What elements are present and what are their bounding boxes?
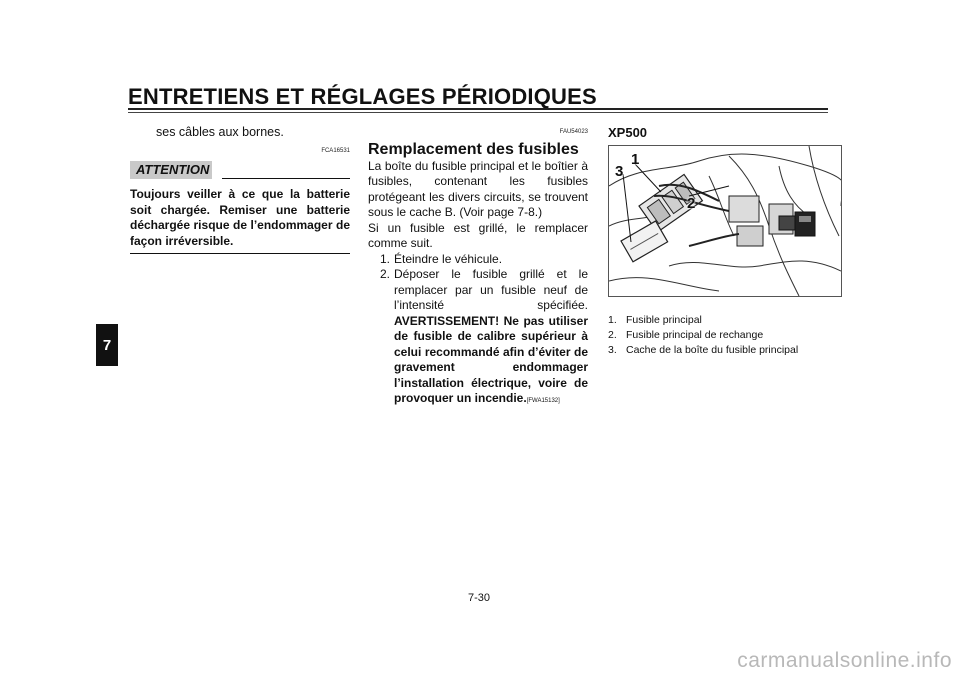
header-rule-thin [128,112,828,113]
attention-header [130,161,350,181]
step-instruction: Déposer le fusible grillé et le remplacer par un fusible neuf de l’intensité spécifiée. [394,267,588,312]
step-number: 2. [379,267,390,281]
reference-code: FAU54023 [559,129,588,135]
step-item [368,267,588,410]
column-middle [368,125,588,410]
header-rule [128,108,828,110]
continued-text: ses câbles aux bornes. [156,125,284,139]
column-right [608,125,838,358]
callout-1: 1 [631,150,640,168]
legend-text: Cache de la boîte du fusible principal [626,343,799,356]
model-title: XP500 [608,125,648,140]
reference-code: FCA16531 [321,147,350,154]
step-number: 1. [379,251,390,266]
warning-code: [FWA15132] [526,398,560,404]
attention-rule [222,178,350,179]
section-title: Remplacement des fusibles [368,140,579,158]
step-item [368,252,588,268]
legend-number: 3. [608,343,617,356]
attention-text: Toujours veiller à ce que la batterie soit chargée. Remiser une batterie déchargée risque de l’endommager de façon irréversible. [130,187,350,248]
legend-item [608,328,838,343]
column-left [130,125,350,254]
callout-3: 3 [615,162,624,180]
warning-text: AVERTISSEMENT! Ne pas utiliser de fusible de calibre supérieur à celui recommandé afin d’éviter de gravement endommager l’installation électrique, voire de provoquer un incendie. [394,313,588,405]
attention-end-rule [130,253,350,254]
watermark: carmanualsonline.info [737,649,952,672]
legend-item [608,343,838,358]
legend-text: Fusible principal [626,313,702,326]
paragraph: La boîte du fusible principal et le boîtier à fusibles, contenant les fusibles protégeant les divers circuits, se trouvent sous le cache B. (Voir page 7-8.) [368,158,588,219]
attention-label: ATTENTION [130,161,212,179]
page-number: 7-30 [468,592,491,604]
chapter-tab: 7 [96,324,118,366]
fuse-box-photo [608,145,842,297]
callout-2: 2 [687,194,696,212]
paragraph: Si un fusible est grillé, le remplacer comme suit. [368,220,588,250]
figure-legend [608,313,838,358]
legend-number: 2. [608,328,617,341]
legend-item [608,313,838,328]
legend-text: Fusible principal de rechange [626,328,764,341]
step-text: Éteindre le véhicule. [394,251,503,266]
step-text [394,267,588,410]
legend-number: 1. [608,313,617,326]
page-header-title: ENTRETIENS ET RÉGLAGES PÉRIODIQUES [128,84,597,109]
fuse-box-illustration [609,146,841,296]
